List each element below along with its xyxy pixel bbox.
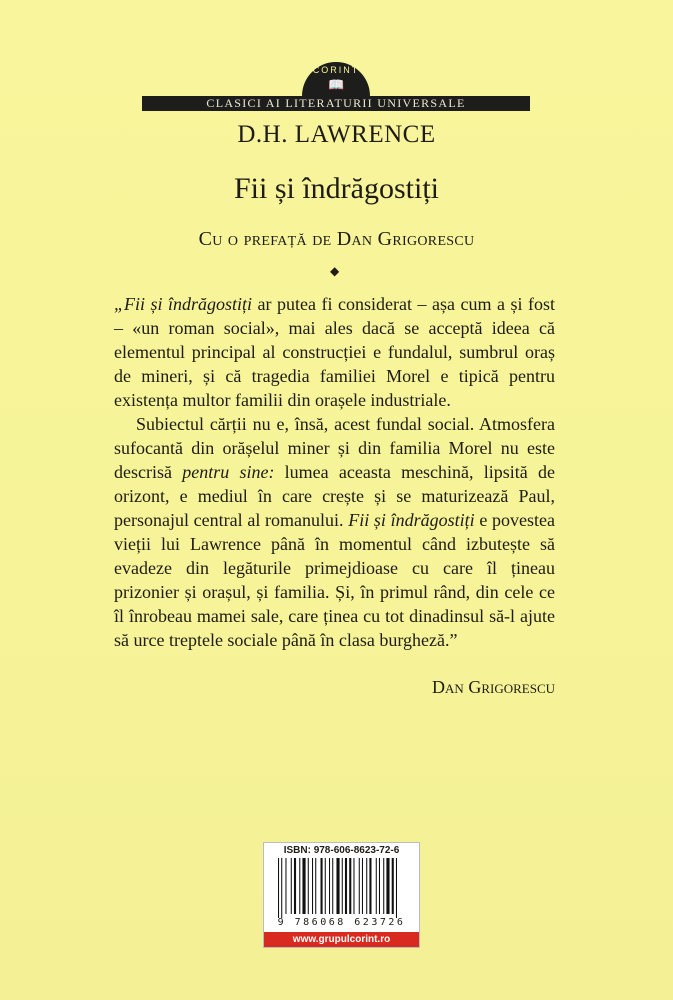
author-name: D.H. LAWRENCE	[237, 121, 436, 148]
barcode-bar	[329, 858, 330, 914]
diamond-ornament-icon: ◆	[330, 264, 340, 278]
isbn-label: ISBN: 978-606-8623-72-6	[283, 845, 400, 856]
barcode-bar	[332, 858, 333, 914]
publisher-website: www.grupulcorint.ro	[264, 932, 419, 947]
blurb-p2-end: e povestea vieții lui Lawrence până în momentul când izbutește să evadeze din legăturile primejdioase cu care îl țineau prizonier și orașul, și familia. Și, în primul rând, din cele ce îl înrobeau mamei sale, care ținea cu tot dinadinsul să-l ajute să urce treptele sociale până în clasa burgheză.”	[114, 510, 555, 650]
barcode-bar	[285, 858, 286, 914]
barcode-bar	[376, 858, 377, 914]
barcode-bar	[386, 858, 389, 914]
barcode-bar	[379, 858, 380, 914]
barcode-bar	[392, 858, 394, 914]
barcode-bar	[281, 858, 282, 918]
blurb-p2-title-ref: Fii și îndrăgostiți	[348, 510, 475, 530]
barcode-bar	[291, 858, 292, 914]
blurb-paragraph-2	[114, 412, 555, 652]
barcode-bar	[369, 858, 371, 914]
blurb-p2-start: Subiectul cărții nu e, însă, acest fundal social. Atmosfera sufocantă din orășelul miner și din familia Morel nu este descrisă	[114, 414, 555, 482]
barcode-bar	[321, 858, 323, 914]
barcode-bar	[349, 858, 351, 914]
series-title: CLASICI AI LITERATURII UNIVERSALE	[142, 96, 530, 111]
barcode-bar	[315, 858, 316, 914]
barcode-bar	[278, 858, 279, 918]
blurb-text	[114, 292, 555, 652]
book-title: Fii și îndrăgostiți	[233, 172, 440, 205]
blurb-paragraph-1	[114, 292, 555, 412]
barcode-bar	[308, 858, 309, 914]
book-icon: 📖	[328, 78, 345, 93]
blurb-p2-mid: lumea aceasta meschină, lipsită de orizont, e mediul în care crește și se maturizează Paul, personajul central al romanului.	[114, 462, 555, 530]
barcode-bar	[299, 858, 300, 914]
barcode-bar	[353, 858, 354, 914]
publisher-logo	[302, 62, 370, 96]
barcode-bar	[342, 858, 343, 914]
barcode-bar	[396, 858, 397, 918]
blurb-signature: Dan Grigorescu	[432, 677, 555, 697]
barcode-bar	[302, 858, 305, 914]
barcode-bar	[325, 858, 326, 914]
isbn-barcode-box	[263, 842, 420, 948]
preface-credit: Cu o prefață de Dan Grigorescu	[198, 228, 475, 250]
barcode-icon	[276, 858, 413, 918]
barcode-bar	[336, 858, 339, 914]
barcode-bar	[312, 858, 313, 914]
barcode-bar	[362, 858, 363, 914]
blurb-title-ref: „Fii și îndrăgostiți	[114, 294, 253, 314]
publisher-logo-text: CORINT	[312, 65, 360, 75]
barcode-bar	[366, 858, 367, 914]
barcode-bar	[345, 858, 347, 914]
barcode-bar	[359, 858, 360, 914]
blurb-p1-text: ar putea fi considerat – așa cum a și fost – «un roman social», mai ales dacă se acceptă ideea că elementul principal al construcției e fundalul, sumbrul oraș de mineri, și că tragedia familiei Morel e tipică pentru existența multor familii din orașele industriale.	[114, 294, 555, 410]
barcode-bar	[294, 858, 296, 914]
blurb-p2-italic: pentru sine:	[182, 462, 275, 482]
barcode-digits: 9 786068 623726	[277, 917, 406, 928]
barcode-bar	[383, 858, 384, 914]
